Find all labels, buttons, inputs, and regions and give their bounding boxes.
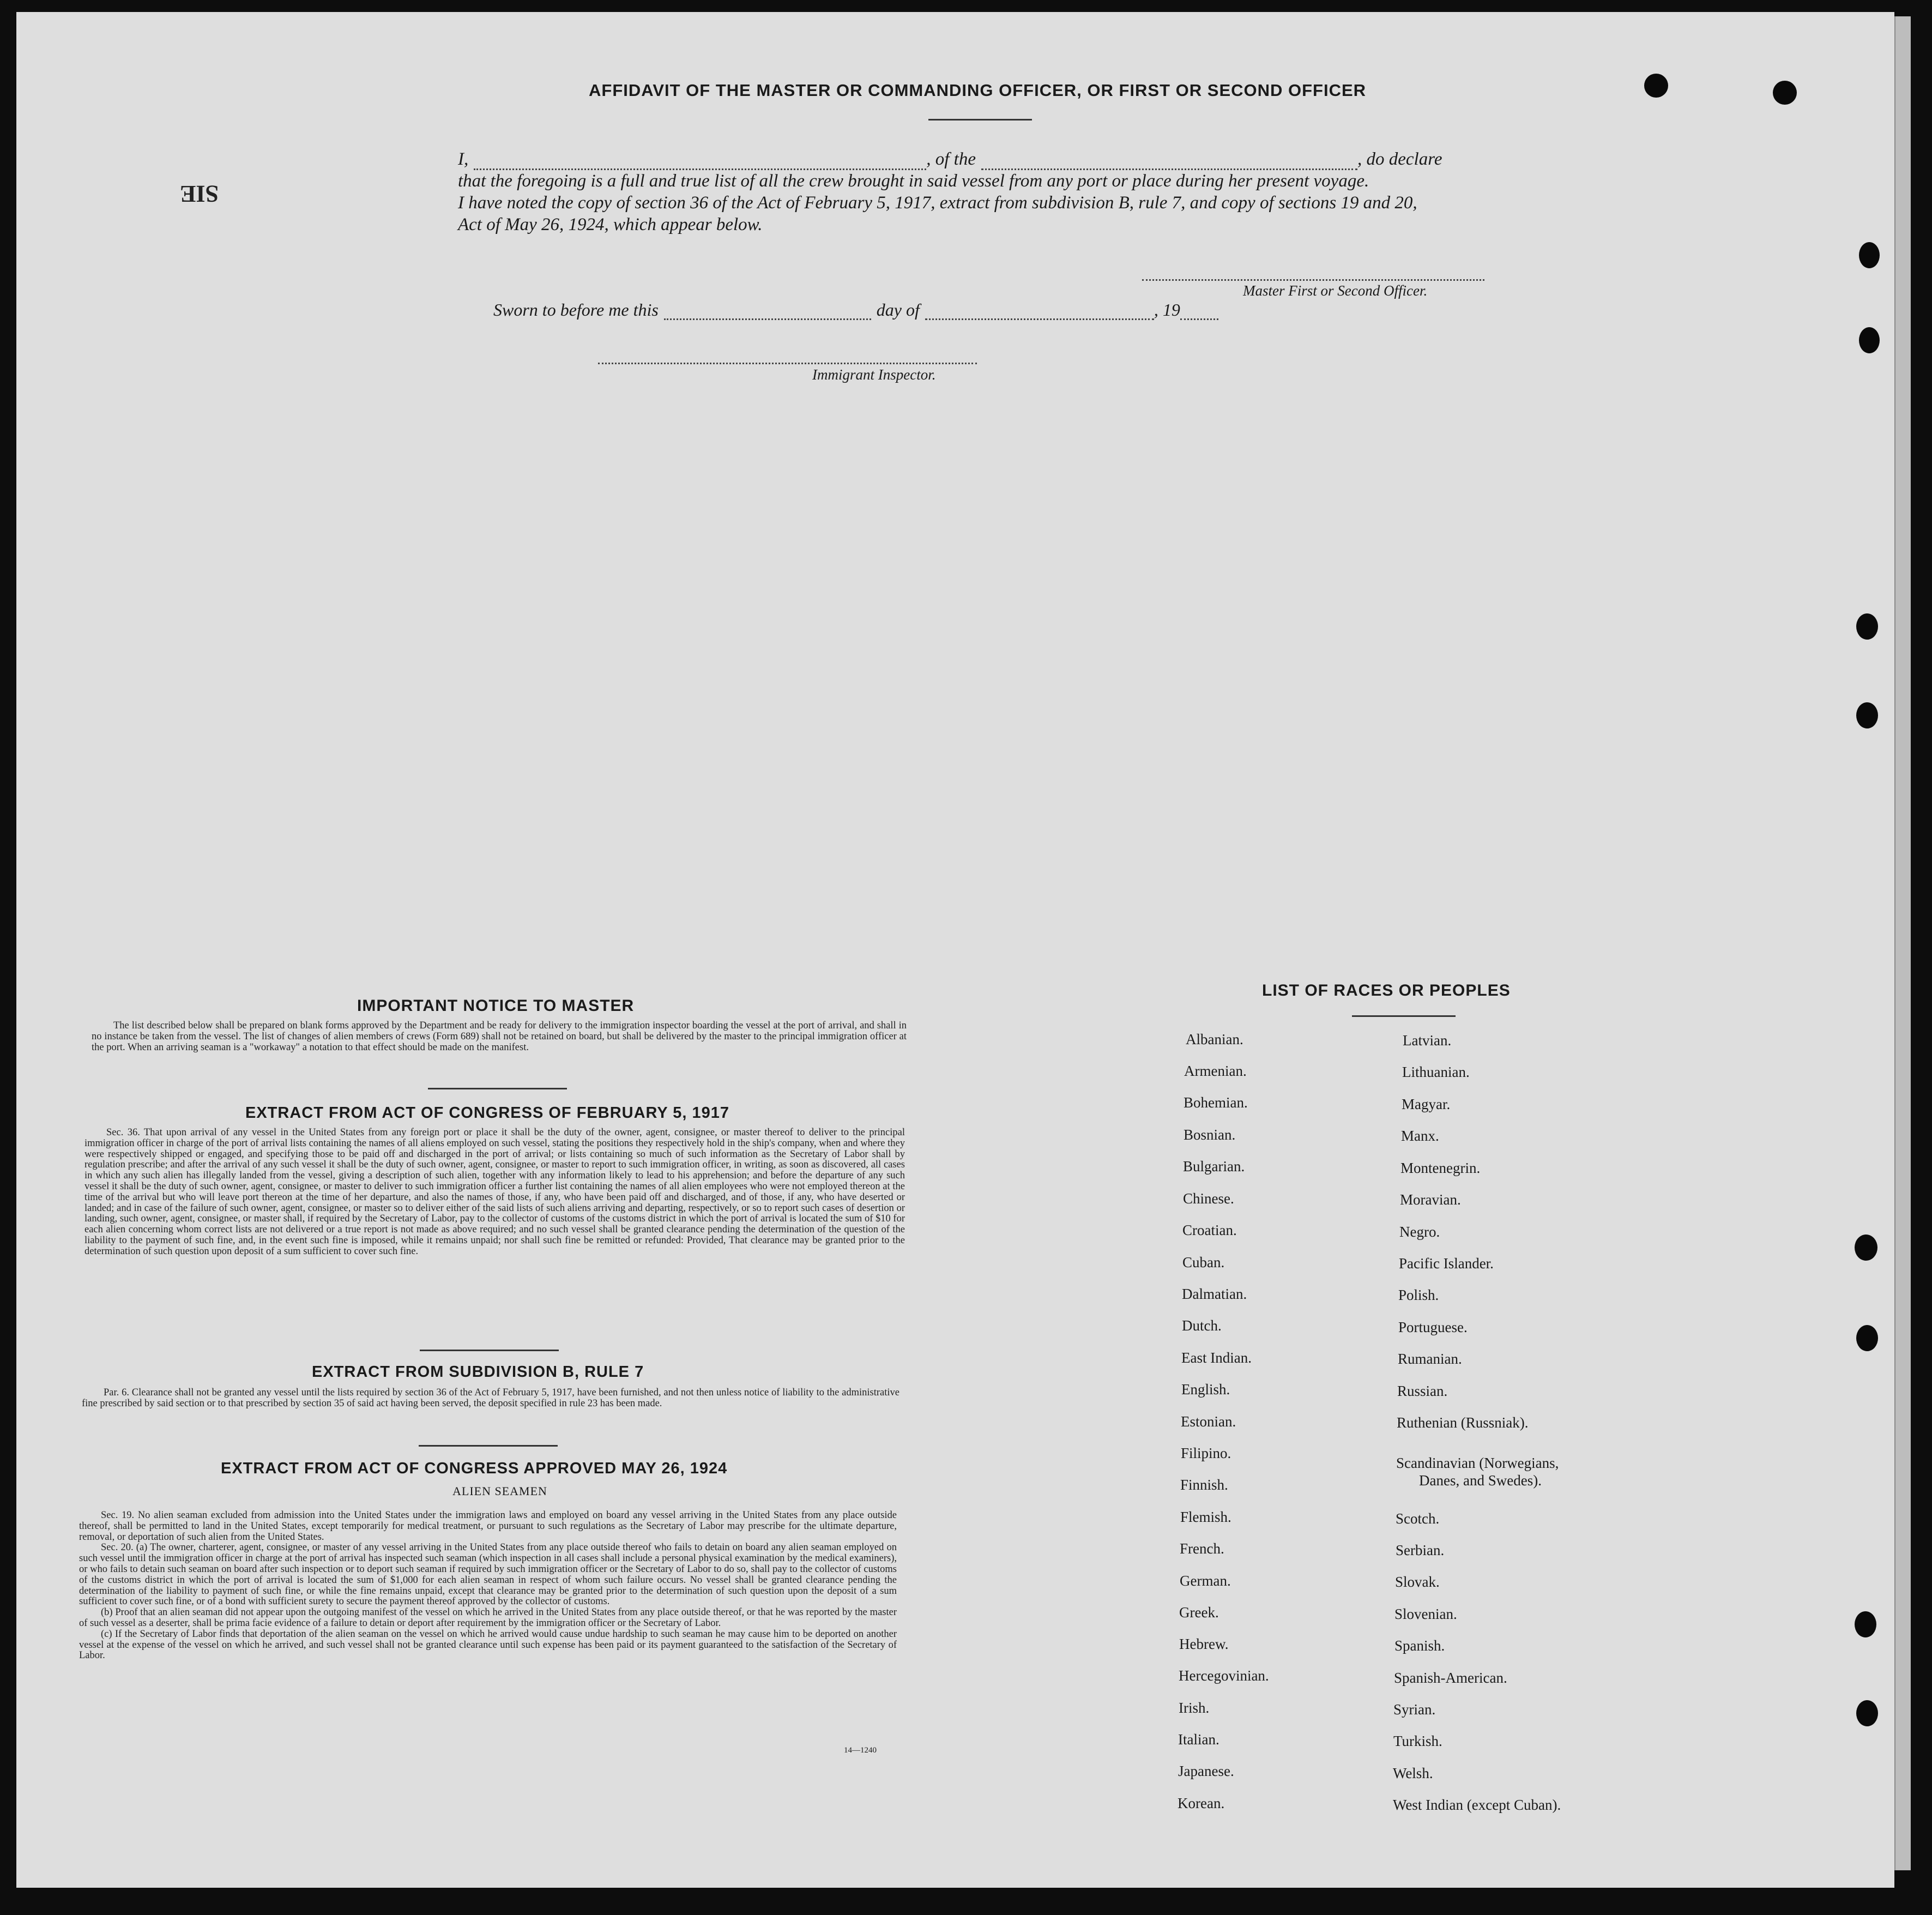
race-item: English. [1181, 1381, 1230, 1398]
sworn-label: Sworn to before me this [493, 300, 659, 320]
race-item: Lithuanian. [1402, 1064, 1470, 1080]
punch-hole [1859, 242, 1880, 268]
extract-rule7-title: EXTRACT FROM SUBDIVISION B, RULE 7 [312, 1363, 644, 1381]
sec19-text: Sec. 19. No alien seaman excluded from admission into the United States under the immigration laws and employed on board any vessel arriving in the United States from any place outside thereof, shall be permitted to land in the United States, except temporarily for medical treatment, or pursuant to such regulations as the Secretary of Labor may prescribe for the ultimate departure, removal, or deportation of such alien from the United States. [79, 1510, 897, 1543]
race-item: Albanian. [1186, 1031, 1243, 1047]
affidavit-line-2: that the foregoing is a full and true list of all the crew brought in said vessel from any port or place during her present voyage. [458, 171, 1369, 191]
race-item: Ruthenian (Russniak). [1397, 1414, 1529, 1431]
do-declare-label: , do declare [1357, 149, 1442, 169]
punch-hole [1773, 81, 1797, 105]
race-item: Armenian. [1184, 1063, 1247, 1079]
punch-hole [1855, 1234, 1877, 1261]
race-item: Pacific Islander. [1399, 1255, 1494, 1272]
race-item: Greek. [1179, 1604, 1219, 1621]
punch-hole [1856, 1325, 1878, 1351]
race-item: West Indian (except Cuban). [1393, 1797, 1561, 1813]
extract-rule7-text: Par. 6. Clearance shall not be granted any vessel until the lists required by section 36 of the Act of February 5, 1917, have been furnished, and not then unless notice of liability to the administrative fine prescribed by said section or to that prescribed by section 35 of said act having been served, the deposit specified in rule 23 has been made. [82, 1387, 899, 1409]
extract-1917-text: Sec. 36. That upon arrival of any vessel in the United States from any foreign port or place it shall be the duty of the owner, agent, consignee, or master thereof to deliver to the principal immigration officer in charge of the port of arrival lists containing the names of all aliens employed on such vessel, stating the positions they respectively hold in the ship's company, when and where they were respectively shipped or engaged, and specifying those to be paid off and discharged in the port of arrival; or lists containing so much of such information as the Secretary of Labor shall by regulation prescribe; and after the arrival of any such vessel it shall be the duty of such owner, agent, consignee, or master to report to such immigration officer, in writing, as soon as discovered, all cases in which any such alien has illegally landed from the vessel, giving a description of such alien, together with any information likely to lead to his apprehension; and before the departure of any such vessel it shall be the duty of such owner, agent, consignee, or master to deliver to such immigration officer a further list containing the names of all alien employees who were not employed thereon at the time of the arrival but who will leave port thereon at the time of her departure, and also the names of those, if any, who have been paid off and discharged, and of those, if any, who have deserted or landed; and in case of the failure of such owner, agent, consignee, or master so to deliver either of the said lists of such aliens arriving and departing, respectively, or so to report such cases of desertion or landing, such owner, agent, consignee, or master shall, if required by the Secretary of Labor, pay to the collector of customs of the customs district in which the port of arrival is located the sum of $10 for each alien concerning whom correct lists are not delivered or a true report is not made as above required; and no such vessel shall be granted clearance pending the determination of the question of the liability to the payment of such fine, and, in the event such fine is imposed, while it remains unpaid; nor shall such fine be remitted or refunded: Provided, That clearance may be granted prior to the determination of such question upon deposit of a sum sufficient to cover such fine. [84, 1127, 905, 1257]
notice-text: The list described below shall be prepared on blank forms approved by the Department and be ready for delivery to the immigration inspector boarding the vessel at the port of arrival, and shall in no instance be taken from the vessel. The list of changes of alien members of crews (Form 689) shall not be retained on board, but shall be delivered by the master to the principal immigration officer at the port. When an arriving seaman is a "workaway" a notation to that effect should be made on the manifest. [92, 1020, 907, 1053]
page-edge [1894, 16, 1911, 1870]
race-item: Filipino. [1181, 1445, 1231, 1461]
race-item: Flemish. [1180, 1509, 1231, 1525]
handwritten-mark: SIE [180, 180, 219, 207]
race-item: Negro. [1399, 1224, 1440, 1240]
races-rule [1352, 1015, 1456, 1017]
year-label: , 19 [1154, 300, 1180, 320]
race-item: Finnish. [1180, 1477, 1228, 1493]
race-item: Dutch. [1182, 1317, 1222, 1334]
punch-hole [1644, 74, 1668, 98]
race-item: Bulgarian. [1183, 1158, 1245, 1175]
master-signature-label: Master First or Second Officer. [1243, 282, 1428, 299]
race-item: Serbian. [1396, 1542, 1445, 1558]
extract-1924-text [79, 1510, 897, 1661]
extract-1924-title: EXTRACT FROM ACT OF CONGRESS APPROVED MAY 26, 1924 [221, 1460, 728, 1477]
race-item: Slovak. [1395, 1574, 1440, 1590]
race-item: Syrian. [1393, 1701, 1436, 1718]
inspector-label: Immigrant Inspector. [812, 366, 936, 383]
vessel-field[interactable] [981, 152, 1357, 170]
race-item: Bohemian. [1184, 1094, 1248, 1111]
race-item: German. [1180, 1573, 1231, 1589]
race-item: Estonian. [1181, 1413, 1236, 1430]
sworn-row [493, 300, 1218, 320]
year-field[interactable] [1180, 302, 1218, 320]
race-item: Manx. [1401, 1128, 1439, 1144]
inspector-signature-line[interactable] [598, 363, 977, 364]
punch-hole [1856, 613, 1878, 640]
punch-hole [1859, 327, 1880, 353]
race-item: Hebrew. [1179, 1636, 1229, 1652]
day-of-label: day of [876, 300, 920, 320]
race-item: Irish. [1179, 1700, 1210, 1716]
race-item: Scandinavian (Norwegians, [1396, 1455, 1559, 1471]
race-item: Chinese. [1183, 1190, 1234, 1207]
alien-seamen-subtitle: ALIEN SEAMEN [452, 1484, 547, 1498]
affidavit-title: AFFIDAVIT OF THE MASTER OR COMMANDING OFFICER, OR FIRST OR SECOND OFFICER [589, 81, 1367, 100]
race-item: Spanish-American. [1394, 1670, 1507, 1686]
affidavit-line-1 [458, 148, 1507, 170]
month-field[interactable] [925, 302, 1154, 320]
affidavit-line-3: I have noted the copy of section 36 of the Act of February 5, 1917, extract from subdivision B, rule 7, and copy of sections 19 and 20, [458, 193, 1417, 213]
race-item: Croatian. [1182, 1222, 1237, 1238]
affidavit-i-label: I, [458, 149, 469, 169]
of-the-label: , of the [926, 149, 976, 169]
race-item: Dalmatian. [1182, 1286, 1247, 1302]
affidavit-body [458, 148, 1507, 236]
sec20c-text: (c) If the Secretary of Labor finds that deportation of the alien seaman on the vessel on which he arrived would cause undue hardship to such seaman he may cause him to be deported on another vessel at the expense of the vessel on which he arrived, and such vessel shall not be granted clearance until such expense has been paid or its payment guaranteed to the satisfaction of the Secretary of Labor. [79, 1628, 897, 1661]
race-item: Welsh. [1393, 1765, 1433, 1781]
race-item: Rumanian. [1398, 1351, 1462, 1367]
extract-1917-title: EXTRACT FROM ACT OF CONGRESS OF FEBRUARY 5, 1917 [245, 1104, 730, 1122]
race-item: Portuguese. [1398, 1319, 1468, 1335]
race-item: Bosnian. [1184, 1127, 1236, 1143]
section-rule [419, 1445, 558, 1447]
section-rule [428, 1088, 567, 1089]
race-item: Slovenian. [1394, 1606, 1457, 1622]
affidavit-line-4: Act of May 26, 1924, which appear below. [458, 215, 763, 234]
race-item: Danes, and Swedes). [1419, 1472, 1542, 1489]
race-item: Korean. [1178, 1795, 1225, 1811]
race-item: Turkish. [1393, 1733, 1442, 1749]
sworn-date-field[interactable] [664, 302, 871, 320]
punch-hole [1855, 1611, 1876, 1637]
race-item: Cuban. [1182, 1254, 1225, 1270]
sec20a-text: Sec. 20. (a) The owner, charterer, agent, consignee, or master of any vessel arriving in the United States from any place outside thereof who fails to detain on board any alien seaman employed on such vessel until the immigration officer in charge at the port of arrival has inspected such seaman (which inspection in all cases shall include a personal physical examination by the medical examiners), or who fails to detain such seaman on board after such inspection or to deport such seaman if required by such immigration officer or the Secretary of Labor to do so, shall pay to the collector of customs of the customs district in which the port of arrival is located the sum of $1,000 for each alien seaman in respect of whom such failure occurs. No vessel shall be granted clearance pending the determination of the liability to payment of such fine, or while the fine remains unpaid, except that clearance may be granted prior to the determination of such question upon the deposit of a sum sufficient to cover such fine, or of a bond with sufficient surety to secure the payment thereof approved by the collector of customs. [79, 1542, 897, 1607]
section-rule [420, 1350, 559, 1351]
title-rule [928, 119, 1032, 121]
race-item: Japanese. [1178, 1763, 1234, 1779]
name-field[interactable] [474, 152, 926, 170]
punch-hole [1856, 702, 1878, 728]
punch-hole [1856, 1700, 1878, 1726]
race-item: Russian. [1397, 1383, 1448, 1399]
race-item: Latvian. [1403, 1032, 1452, 1049]
race-item: Scotch. [1396, 1510, 1440, 1527]
race-item: Spanish. [1394, 1637, 1445, 1654]
races-title: LIST OF RACES OR PEOPLES [1262, 981, 1511, 999]
race-item: East Indian. [1181, 1350, 1252, 1366]
race-item: Polish. [1398, 1287, 1439, 1303]
race-item: Magyar. [1402, 1096, 1451, 1112]
race-item: Italian. [1178, 1731, 1219, 1748]
sec20b-text: (b) Proof that an alien seaman did not appear upon the outgoing manifest of the vessel on which he arrived in the United States from any place outside thereof, or that he was reported by the master of such vessel as a deserter, shall be prima facie evidence of a failure to detain or deport after requirement by the immigration officer or the Secretary of Labor. [79, 1607, 897, 1629]
race-item: Moravian. [1400, 1191, 1461, 1208]
race-item: Hercegovinian. [1179, 1667, 1269, 1684]
form-number: 14—1240 [844, 1746, 877, 1755]
race-item: Montenegrin. [1400, 1160, 1481, 1176]
race-item: French. [1180, 1540, 1224, 1557]
master-signature-line[interactable] [1142, 279, 1484, 281]
notice-title: IMPORTANT NOTICE TO MASTER [357, 997, 635, 1015]
